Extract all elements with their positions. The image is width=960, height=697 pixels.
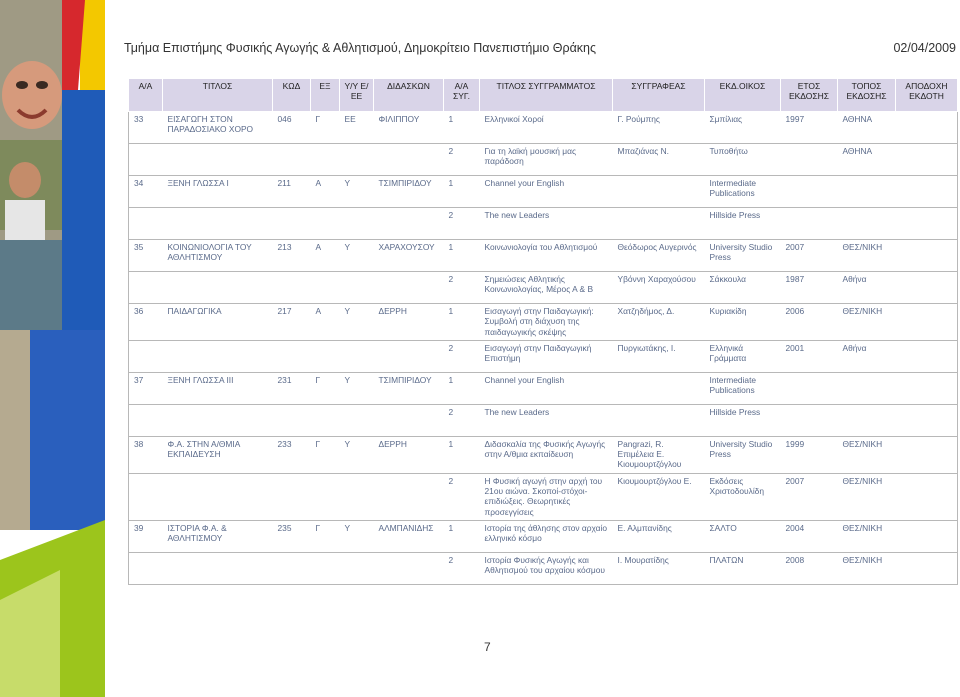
- table-cell: [838, 372, 896, 404]
- table-cell: [273, 552, 311, 584]
- table-cell: ΔΕΡΡΗ: [374, 436, 444, 473]
- table-cell: 39: [129, 520, 163, 552]
- table-cell: The new Leaders: [480, 404, 613, 436]
- table-cell: [896, 176, 958, 208]
- table-cell: Διδασκαλία της Φυσικής Αγωγής στην Α/θμια εκπαίδευση: [480, 436, 613, 473]
- table-cell: 2: [444, 208, 480, 240]
- table-cell: Για τη λαϊκή μουσική μας παράδοση: [480, 144, 613, 176]
- table-cell: ΙΣΤΟΡΙΑ Φ.Α. & ΑΘΛΗΤΙΣΜΟΥ: [163, 520, 273, 552]
- table-header-row: [129, 79, 958, 112]
- table-cell: [273, 272, 311, 304]
- table-cell: Υ: [340, 240, 374, 272]
- table-cell: [311, 144, 340, 176]
- table-cell: 2: [444, 473, 480, 520]
- table-cell: 2008: [781, 552, 838, 584]
- table-cell: 2: [444, 272, 480, 304]
- table-cell: [896, 552, 958, 584]
- table-cell: 1: [444, 240, 480, 272]
- page-number: 7: [484, 640, 491, 654]
- table-cell: ΧΑΡΑΧΟΥΣΟΥ: [374, 240, 444, 272]
- table-cell: [838, 176, 896, 208]
- table-cell: [896, 240, 958, 272]
- textbook-subrow: [129, 340, 958, 372]
- table-cell: 231: [273, 372, 311, 404]
- table-cell: [781, 176, 838, 208]
- table-cell: [129, 144, 163, 176]
- table-cell: 1: [444, 112, 480, 144]
- table-cell: [896, 272, 958, 304]
- course-row: [129, 520, 958, 552]
- table-cell: [374, 552, 444, 584]
- table-cell: Φ.Α. ΣΤΗΝ Α/ΘΜΙΑ ΕΚΠΑΙΔΕΥΣΗ: [163, 436, 273, 473]
- table-cell: 213: [273, 240, 311, 272]
- table-cell: [896, 340, 958, 372]
- course-row: [129, 372, 958, 404]
- column-header: ΕΞ: [311, 79, 340, 112]
- table-cell: Υ: [340, 372, 374, 404]
- column-header: ΔΙΔΑΣΚΩΝ: [374, 79, 444, 112]
- table-cell: University Studio Press: [705, 436, 781, 473]
- table-cell: ΕΕ: [340, 112, 374, 144]
- table-cell: [374, 208, 444, 240]
- table-cell: ΑΘΗΝΑ: [838, 112, 896, 144]
- table-cell: [781, 404, 838, 436]
- table-cell: [129, 272, 163, 304]
- table-cell: [896, 372, 958, 404]
- table-cell: University Studio Press: [705, 240, 781, 272]
- table-cell: ΑΘΗΝΑ: [838, 144, 896, 176]
- table-cell: Σημειώσεις Αθλητικής Κοινωνιολογίας, Μέρος Α & Β: [480, 272, 613, 304]
- table-cell: The new Leaders: [480, 208, 613, 240]
- table-cell: Intermediate Publications: [705, 176, 781, 208]
- textbook-subrow: [129, 208, 958, 240]
- column-header: ΣΥΓΓΡΑΦΕΑΣ: [613, 79, 705, 112]
- table-cell: Σάκκουλα: [705, 272, 781, 304]
- column-header: ΤΙΤΛΟΣ: [163, 79, 273, 112]
- table-cell: ΘΕΣ/ΝΙΚΗ: [838, 304, 896, 341]
- table-cell: ΘΕΣ/ΝΙΚΗ: [838, 240, 896, 272]
- table-cell: [838, 208, 896, 240]
- department-header: Τμήμα Επιστήμης Φυσικής Αγωγής & Αθλητισμού, Δημοκρίτειο Πανεπιστήμιο Θράκης: [124, 41, 597, 55]
- table-cell: 2: [444, 340, 480, 372]
- table-cell: Η Φυσική αγωγή στην αρχή του 21ου αιώνα. Σκοποί-στόχοι-επιδιώξεις. Θεωρητικές προσεγγίσεις: [480, 473, 613, 520]
- course-row: [129, 112, 958, 144]
- table-cell: Α: [311, 176, 340, 208]
- table-cell: Channel your English: [480, 176, 613, 208]
- column-header: Α/Α: [129, 79, 163, 112]
- table-cell: ΠΛΑΤΩΝ: [705, 552, 781, 584]
- table-cell: [374, 144, 444, 176]
- table-cell: [340, 404, 374, 436]
- table-cell: Κυριακίδη: [705, 304, 781, 341]
- table-cell: [311, 473, 340, 520]
- table-cell: [340, 473, 374, 520]
- table-cell: [838, 404, 896, 436]
- table-cell: ΘΕΣ/ΝΙΚΗ: [838, 552, 896, 584]
- table-cell: Σμπίλιας: [705, 112, 781, 144]
- table-cell: [311, 340, 340, 372]
- table-cell: ΔΕΡΡΗ: [374, 304, 444, 341]
- table-cell: [163, 473, 273, 520]
- table-cell: ΚΟΙΝΩΝΙΟΛΟΓΙΑ ΤΟΥ ΑΘΛΗΤΙΣΜΟΥ: [163, 240, 273, 272]
- table-cell: Γ: [311, 372, 340, 404]
- table-cell: 38: [129, 436, 163, 473]
- table-cell: [311, 272, 340, 304]
- table-cell: 217: [273, 304, 311, 341]
- table-cell: [374, 473, 444, 520]
- table-cell: [163, 144, 273, 176]
- table-cell: [273, 404, 311, 436]
- table-cell: Α: [311, 304, 340, 341]
- table-cell: [311, 404, 340, 436]
- table-cell: 37: [129, 372, 163, 404]
- table-cell: [340, 144, 374, 176]
- column-header: ΚΩΔ: [273, 79, 311, 112]
- table-cell: Γ: [311, 112, 340, 144]
- table-cell: Intermediate Publications: [705, 372, 781, 404]
- textbook-subrow: [129, 144, 958, 176]
- table-cell: 2: [444, 404, 480, 436]
- table-cell: 2007: [781, 473, 838, 520]
- table-cell: [340, 552, 374, 584]
- table-cell: 233: [273, 436, 311, 473]
- table-cell: 1997: [781, 112, 838, 144]
- table-cell: 2001: [781, 340, 838, 372]
- table-cell: 1: [444, 436, 480, 473]
- table-cell: 2007: [781, 240, 838, 272]
- table-cell: Τυποθήτω: [705, 144, 781, 176]
- table-cell: Υ: [340, 520, 374, 552]
- table-cell: 36: [129, 304, 163, 341]
- textbook-subrow: [129, 404, 958, 436]
- table-cell: [781, 144, 838, 176]
- table-cell: Ελληνικά Γράμματα: [705, 340, 781, 372]
- table-cell: [129, 208, 163, 240]
- column-header: ΤΙΤΛΟΣ ΣΥΓΓΡΑΜΜΑΤΟΣ: [480, 79, 613, 112]
- column-header: ΕΚΔ.ΟΙΚΟΣ: [705, 79, 781, 112]
- table-cell: Αθήνα: [838, 272, 896, 304]
- table-cell: Ι. Μουρατίδης: [613, 552, 705, 584]
- column-header: ΤΟΠΟΣ ΕΚΔΟΣΗΣ: [838, 79, 896, 112]
- table-cell: 1: [444, 304, 480, 341]
- decorative-side-photo: [0, 0, 105, 697]
- table-cell: [781, 372, 838, 404]
- table-cell: [273, 144, 311, 176]
- table-cell: [163, 552, 273, 584]
- table-cell: Γ: [311, 520, 340, 552]
- table-cell: ΘΕΣ/ΝΙΚΗ: [838, 520, 896, 552]
- table-cell: 1987: [781, 272, 838, 304]
- textbook-subrow: [129, 552, 958, 584]
- course-row: [129, 436, 958, 473]
- document-date: 02/04/2009: [893, 41, 956, 55]
- table-cell: Ιστορία της άθλησης στον αρχαίο ελληνικό κόσμο: [480, 520, 613, 552]
- table-cell: ΤΣΙΜΠΙΡΙΔΟΥ: [374, 176, 444, 208]
- table-cell: Ελληνικοί Χοροί: [480, 112, 613, 144]
- course-row: [129, 240, 958, 272]
- textbook-subrow: [129, 272, 958, 304]
- table-cell: ΕΙΣΑΓΩΓΗ ΣΤΟΝ ΠΑΡΑΔΟΣΙΑΚΟ ΧΟΡΟ: [163, 112, 273, 144]
- table-cell: ΣΑΛΤΟ: [705, 520, 781, 552]
- table-cell: [273, 208, 311, 240]
- table-cell: [163, 272, 273, 304]
- table-cell: [374, 272, 444, 304]
- table-cell: 2: [444, 144, 480, 176]
- table-cell: Χατζηδήμος, Δ.: [613, 304, 705, 341]
- table-cell: [311, 208, 340, 240]
- table-cell: Α: [311, 240, 340, 272]
- table-cell: [129, 340, 163, 372]
- table-cell: [129, 552, 163, 584]
- table-cell: Αθήνα: [838, 340, 896, 372]
- table-cell: Γ: [311, 436, 340, 473]
- table-cell: [163, 404, 273, 436]
- table-cell: [613, 372, 705, 404]
- table-cell: Channel your English: [480, 372, 613, 404]
- table-cell: [273, 340, 311, 372]
- table-cell: [340, 340, 374, 372]
- table-cell: 33: [129, 112, 163, 144]
- table-cell: 1: [444, 372, 480, 404]
- column-header: ΑΠΟΔΟΧΗ ΕΚΔΟΤΗ: [896, 79, 958, 112]
- table-cell: [163, 208, 273, 240]
- table-cell: Κοινωνιολογία του Αθλητισμού: [480, 240, 613, 272]
- table-cell: Γ. Ρούμπης: [613, 112, 705, 144]
- table-cell: 2004: [781, 520, 838, 552]
- table-cell: ΠΑΙΔΑΓΩΓΙΚΑ: [163, 304, 273, 341]
- table-cell: [896, 404, 958, 436]
- table-cell: ΑΛΜΠΑΝΙΔΗΣ: [374, 520, 444, 552]
- table-cell: [340, 208, 374, 240]
- table-cell: 1999: [781, 436, 838, 473]
- table-cell: Υβόννη Χαραχούσου: [613, 272, 705, 304]
- column-header: Υ/Υ Ε/ΕΕ: [340, 79, 374, 112]
- table-cell: [781, 208, 838, 240]
- table-cell: 34: [129, 176, 163, 208]
- table-cell: Εισαγωγή στην Παιδαγωγική: Συμβολή στη διάχυση της παιδαγωγικής σκέψης: [480, 304, 613, 341]
- table-cell: ΦΙΛΙΠΠΟΥ: [374, 112, 444, 144]
- table-cell: [896, 473, 958, 520]
- table-cell: 211: [273, 176, 311, 208]
- table-cell: [896, 112, 958, 144]
- table-cell: 1: [444, 520, 480, 552]
- table-cell: Pangrazi, R. Επιμέλεια Ε. Κιουμουρτζόγλου: [613, 436, 705, 473]
- column-header: Α/Α ΣΥΓ.: [444, 79, 480, 112]
- table-cell: Ιστορία Φυσικής Αγωγής και Αθλητισμού του αρχαίου κόσμου: [480, 552, 613, 584]
- table-cell: [374, 404, 444, 436]
- table-cell: Εισαγωγή στην Παιδαγωγική Επιστήμη: [480, 340, 613, 372]
- table-cell: Υ: [340, 176, 374, 208]
- table-cell: Υ: [340, 436, 374, 473]
- course-row: [129, 304, 958, 341]
- table-cell: Κιουμουρτζόγλου Ε.: [613, 473, 705, 520]
- table-cell: [613, 404, 705, 436]
- table-cell: 2: [444, 552, 480, 584]
- table-cell: [374, 340, 444, 372]
- textbook-subrow: [129, 473, 958, 520]
- table-cell: 1: [444, 176, 480, 208]
- table-cell: ΞΕΝΗ ΓΛΩΣΣΑ Ι: [163, 176, 273, 208]
- table-cell: [273, 473, 311, 520]
- table-cell: [129, 404, 163, 436]
- table-cell: [163, 340, 273, 372]
- table-cell: Μπαζιάνας Ν.: [613, 144, 705, 176]
- table-cell: Υ: [340, 304, 374, 341]
- table-cell: 35: [129, 240, 163, 272]
- table-cell: [896, 436, 958, 473]
- table-cell: 235: [273, 520, 311, 552]
- table-cell: [896, 208, 958, 240]
- table-cell: [311, 552, 340, 584]
- table-cell: Θεόδωρος Αυγερινός: [613, 240, 705, 272]
- table-cell: Hillside Press: [705, 208, 781, 240]
- table-cell: [129, 473, 163, 520]
- table-cell: ΘΕΣ/ΝΙΚΗ: [838, 473, 896, 520]
- table-cell: ΞΕΝΗ ΓΛΩΣΣΑ ΙΙΙ: [163, 372, 273, 404]
- table-cell: [613, 176, 705, 208]
- column-header: ΕΤΟΣ ΕΚΔΟΣΗΣ: [781, 79, 838, 112]
- course-row: [129, 176, 958, 208]
- table-cell: ΤΣΙΜΠΙΡΙΔΟΥ: [374, 372, 444, 404]
- table-cell: [896, 144, 958, 176]
- table-cell: Πυργιωτάκης, Ι.: [613, 340, 705, 372]
- table-cell: Ε. Αλμπανίδης: [613, 520, 705, 552]
- table-cell: Εκδόσεις Χριστοδουλίδη: [705, 473, 781, 520]
- table-cell: ΘΕΣ/ΝΙΚΗ: [838, 436, 896, 473]
- table-cell: 046: [273, 112, 311, 144]
- table-cell: [896, 304, 958, 341]
- course-textbook-table: [128, 78, 958, 585]
- table-cell: [613, 208, 705, 240]
- table-cell: 2006: [781, 304, 838, 341]
- table-cell: Hillside Press: [705, 404, 781, 436]
- table-cell: [896, 520, 958, 552]
- table-cell: [340, 272, 374, 304]
